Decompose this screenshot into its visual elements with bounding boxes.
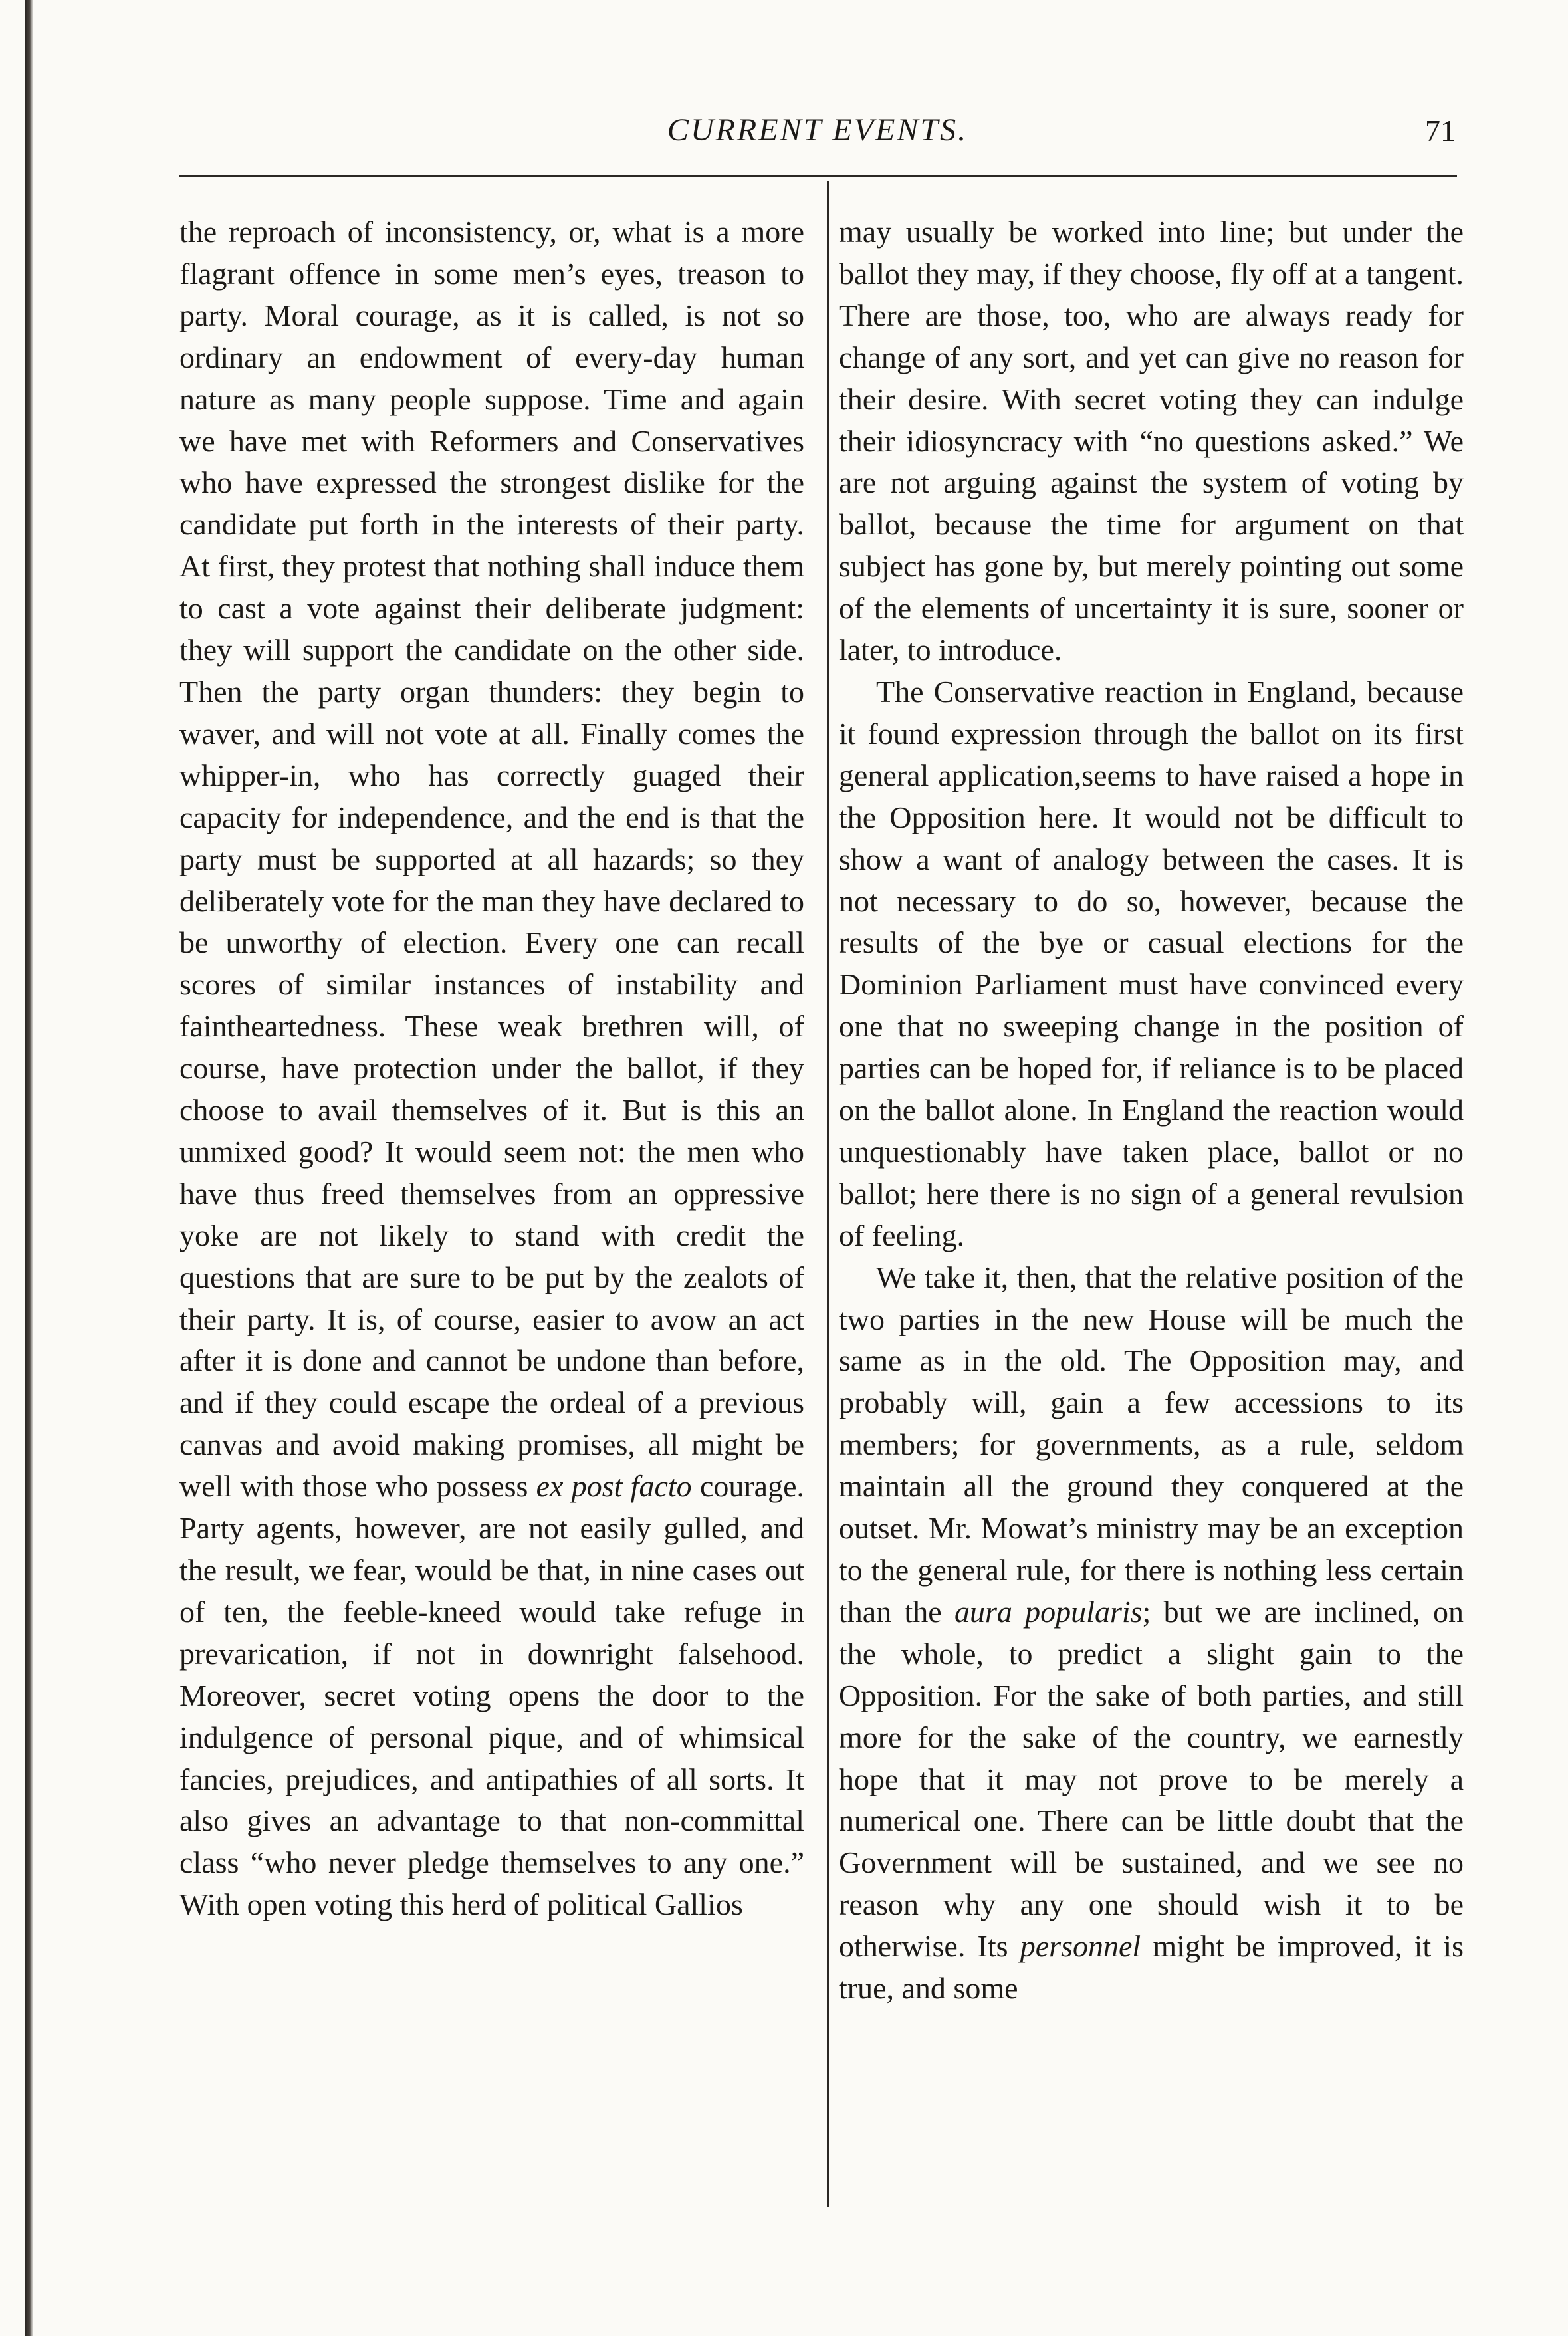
text-run: the reproach of inconsistency, or, what is a more flagrant offence in some men’s eyes, treason to party. Moral courage, as it is called, is not so ordinary an endowment of every-day human nature as many people suppose. Time and again we have met with Reformers and Conservatives who have expressed the strongest dislike for the candidate put forth in the interests of their party. At first, they protest that nothing shall induce them to cast a vote against their deliberate judgment: they will support the candidate on the other side. Then the party organ thunders: they begin to waver, and will not vote at all. Finally comes the whipper-in, who has correctly guaged their capacity for independence, and the end is that the party must be supported at all hazards; so they deliberately vote for the man they have declared to be unworthy of election. Every one can recall scores of similar instances of instability and faintheartedness. These weak brethren will, of course, have protection under the ballot, if they choose to avail themselves of it. But is this an unmixed good? It would seem not: the men who have thus freed themselves from an oppressive yoke are not likely to stand with credit the questions that are sure to be put by the zealots of their party. It is, of course, easier to avow an act after it is done and cannot be undone than before, and if they could escape the ordeal of a previous canvas and avoid making promises, all might be well with those who possess <box>179 215 804 1504</box>
running-title: CURRENT EVENTS. <box>667 112 968 148</box>
page-binding-edge <box>25 0 33 2336</box>
column-divider <box>827 181 829 2207</box>
text-run: may usually be worked into line; but under the ballot they may, if they choose, fly off at a tangent. There are those, too, who are always ready for change of any sort, and yet can give no reason for their desire. With secret voting they can indulge their idiosyncracy with “no questions asked.” We are not arguing against the system of voting by ballot, because the time for argument on that subject has gone by, but merely pointing out some of the elements of uncertainty it is sure, sooner or later, to introduce. <box>839 215 1464 667</box>
italic-phrase: aura popularis <box>954 1594 1143 1629</box>
text-run: We take it, then, that the relative position of the two parties in the new House will be much the same as in the old. The Opposition may, and probably will, gain a few accessions to its members; for governments, as a rule, seldom maintain all the ground they conquered at the outset. Mr. Mowat’s ministry may be an exception to the general rule, for there is nothing less certain than the <box>839 1260 1464 1629</box>
header-rule <box>179 175 1457 177</box>
paragraph <box>839 1257 1464 2010</box>
page-number: 71 <box>1425 114 1456 148</box>
italic-phrase: personnel <box>1020 1929 1141 1964</box>
text-run: The Conservative reaction in England, because it found expression through the ballot on its first general application,seems to have raised a hope in the Opposition here. It would not be difficult to show a want of analogy between the cases. It is not necessary to do so, however, because the results of the bye or casual elections for the Dominion Parliament must have convinced every one that no sweeping change in the position of parties can be hoped for, if reliance is to be placed on the ballot alone. In England the reaction would unquestionably have taken place, ballot or no ballot; here there is no sign of a general revulsion of feeling. <box>839 674 1464 1252</box>
left-column <box>179 211 804 1926</box>
text-run: courage. Party agents, however, are not easily gulled, and the result, we fear, would be that, in nine cases out of ten, the feeble-kneed would take refuge in prevarication, if not in downright falsehood. Moreover, secret voting opens the door to the indulgence of personal pique, and of whimsical fancies, prejudices, and antipathies of all sorts. It also gives an advantage to that non-committal class “who never pledge themselves to any one.” With open voting this herd of political Gallios <box>179 1469 805 1922</box>
paragraph <box>179 211 804 1926</box>
text-run: ; but we are inclined, on the whole, to predict a slight gain to the Opposition. For the sake of both parties, and still more for the sake of the country, we earnestly hope that it may not prove to be merely a numerical one. There can be little doubt that the Government will be sustained, and we see no reason why any one should wish it to be otherwise. Its <box>839 1594 1464 1964</box>
italic-phrase: ex post facto <box>536 1469 692 1504</box>
paragraph <box>839 671 1464 1257</box>
right-column <box>839 211 1464 2010</box>
paragraph <box>839 211 1464 671</box>
running-head <box>179 112 1456 158</box>
text-run: might be improved, it is true, and some <box>839 1929 1464 2006</box>
